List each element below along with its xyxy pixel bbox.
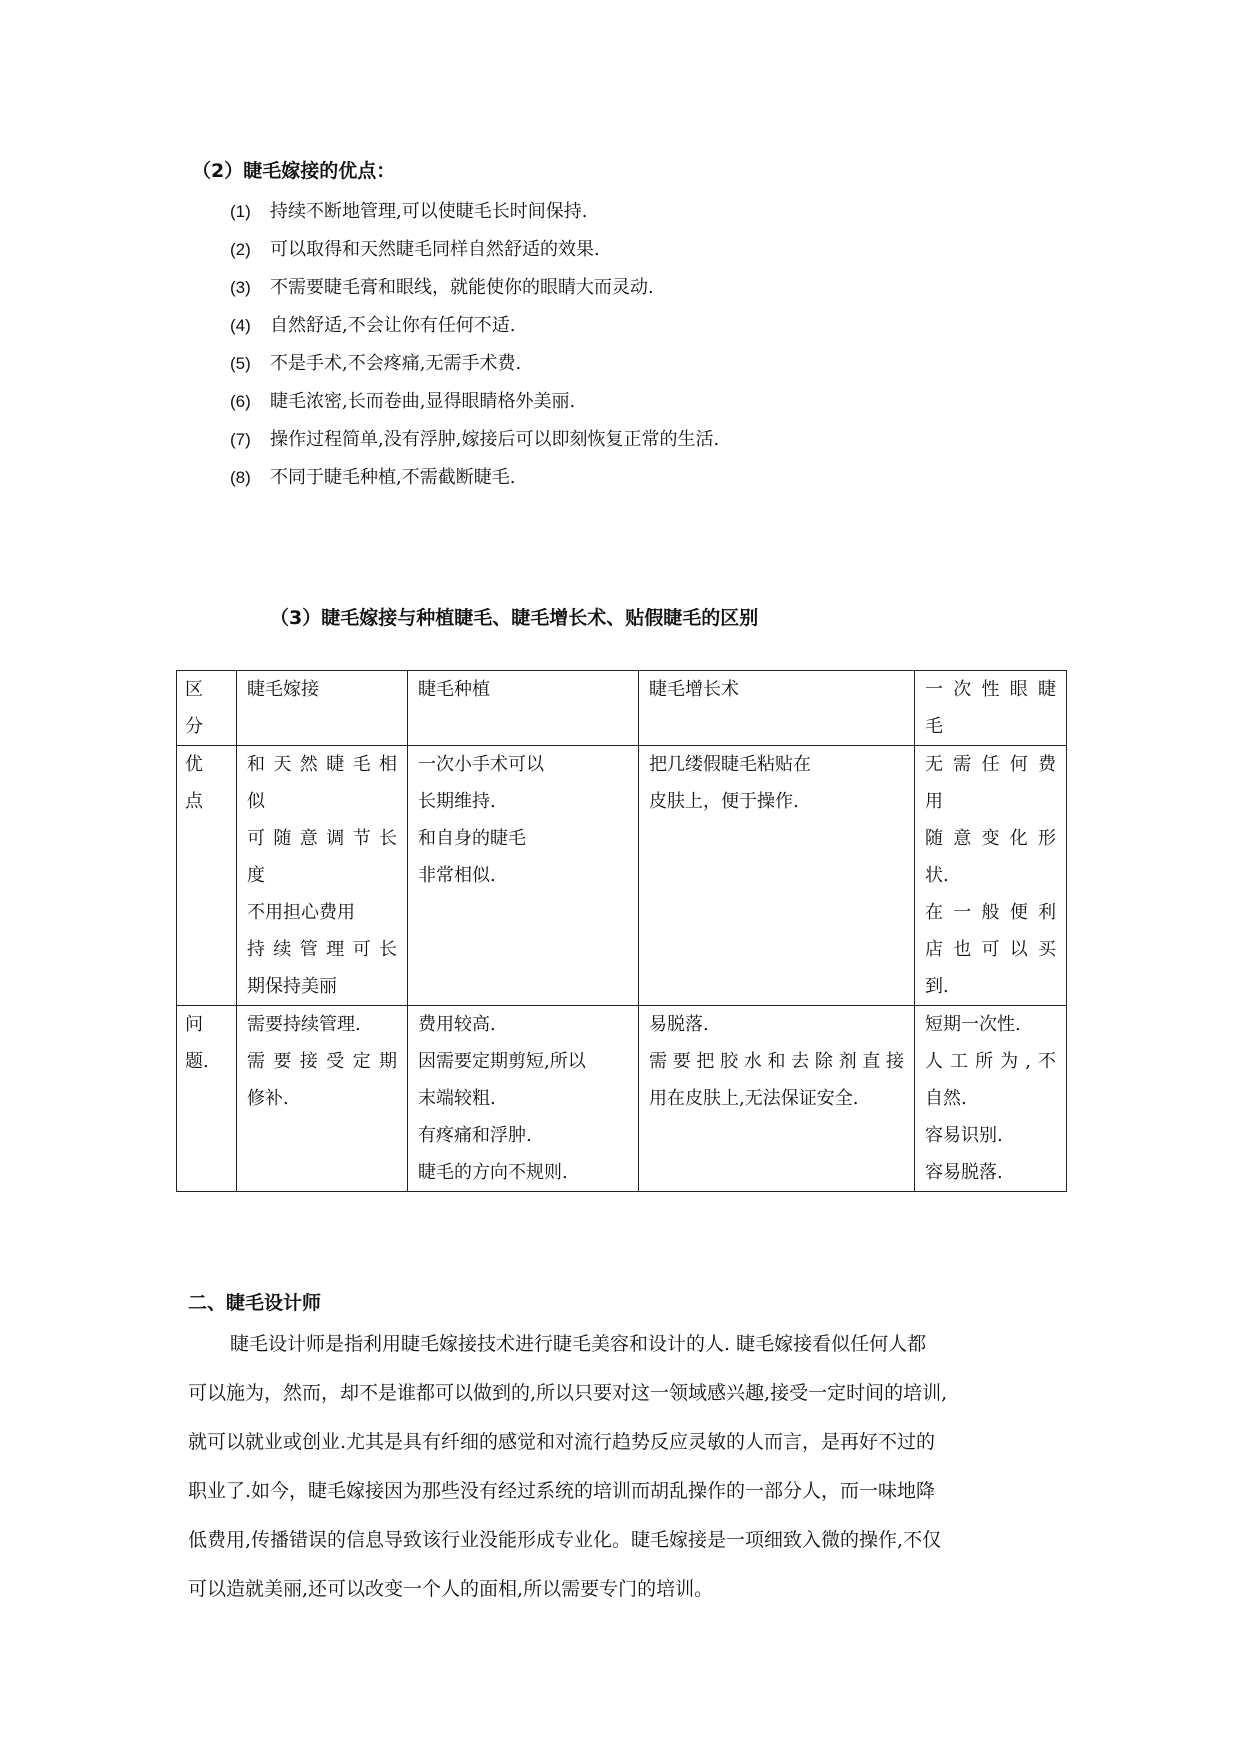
table-row-problems	[177, 1006, 1067, 1192]
cell-line: 状.	[925, 865, 949, 886]
cell-line: 一次小手术可以	[418, 754, 544, 775]
header-cell-grafting	[237, 671, 408, 746]
cell-line: 在一般便利	[925, 902, 1056, 923]
header-cell-disposable	[915, 671, 1067, 746]
designer-paragraph	[188, 1320, 1048, 1614]
cell-line: 点	[185, 791, 203, 812]
paragraph-line: 可以造就美丽,还可以改变一个人的面相,所以需要专门的培训。	[188, 1578, 714, 1600]
item-number: (7)	[230, 430, 251, 449]
paragraph-line: 可以施为，然而，却不是谁都可以做到的,所以只要对这一领域感兴趣,接受一定时间的培训,	[188, 1382, 948, 1404]
cell-line: 因需要定期剪短,所以	[418, 1051, 586, 1072]
list-item	[230, 421, 719, 459]
cell-line: 自然.	[925, 1088, 967, 1109]
cell-line: 度	[247, 865, 265, 886]
header-cell-growth	[639, 671, 915, 746]
cell-line: 修补.	[247, 1088, 289, 1109]
item-text: 不同于睫毛种植,不需截断睫毛.	[270, 467, 516, 488]
cell-line: 可随意调节长	[247, 828, 397, 849]
cell-line: 容易脱落.	[925, 1162, 1003, 1183]
cell-line: 需要接受定期	[247, 1051, 397, 1072]
cell-line: 易脱落.	[649, 1014, 709, 1035]
list-item	[230, 459, 719, 497]
cell-line: 不用担心费用	[247, 902, 355, 923]
list-item	[230, 383, 719, 421]
paragraph-line: 睫毛设计师是指利用睫毛嫁接技术进行睫毛美容和设计的人. 睫毛嫁接看似任何人都	[230, 1333, 927, 1355]
list-item	[230, 345, 719, 383]
cell-line: 和天然睫毛相	[247, 754, 397, 775]
item-text: 可以取得和天然睫毛同样自然舒适的效果.	[270, 239, 600, 260]
paragraph-line: 职业了.如今，睫毛嫁接因为那些没有经过系统的培训而胡乱操作的一部分人，而一味地降	[188, 1480, 936, 1502]
item-text: 持续不断地管理,可以使睫毛长时间保持.	[270, 201, 588, 222]
item-number: (4)	[230, 316, 251, 335]
table-cell	[237, 746, 408, 1006]
cell-line: 随意变化形	[925, 828, 1056, 849]
table-cell	[915, 746, 1067, 1006]
cell-line: 区	[185, 679, 203, 700]
table-cell	[639, 1006, 915, 1192]
item-number: (2)	[230, 240, 251, 259]
item-number: (1)	[230, 202, 251, 221]
header-cell-category	[177, 671, 237, 746]
cell-line: 优	[185, 754, 203, 775]
cell-line: 和自身的睫毛	[418, 828, 526, 849]
cell-line: 分	[185, 716, 203, 737]
header-cell-planting	[408, 671, 639, 746]
item-number: (6)	[230, 392, 251, 411]
cell-line: 皮肤上，便于操作.	[649, 791, 799, 812]
cell-line: 用	[925, 791, 943, 812]
list-item	[230, 269, 719, 307]
cell-line: 似	[247, 791, 265, 812]
cell-line: 问	[185, 1014, 203, 1035]
cell-line: 睫毛的方向不规则.	[418, 1162, 568, 1183]
advantages-heading: （2）睫毛嫁接的优点：	[192, 160, 396, 182]
row-label-advantages	[177, 746, 237, 1006]
item-text: 不需要睫毛膏和眼线，就能使你的眼睛大而灵动.	[270, 277, 654, 298]
table-cell	[915, 1006, 1067, 1192]
cell-line: 题.	[185, 1051, 209, 1072]
item-number: (3)	[230, 278, 251, 297]
item-text: 睫毛浓密,长而卷曲,显得眼睛格外美丽.	[270, 391, 576, 412]
cell-line: 用在皮肤上,无法保证安全.	[649, 1088, 859, 1109]
table-cell	[237, 1006, 408, 1192]
item-number: (8)	[230, 468, 251, 487]
cell-line: 费用较高.	[418, 1014, 496, 1035]
cell-line: 需要把胶水和去除剂直接	[649, 1051, 904, 1072]
cell-line: 末端较粗.	[418, 1088, 496, 1109]
cell-line: 期保持美丽	[247, 976, 337, 997]
table-cell	[639, 746, 915, 1006]
comparison-heading: （3）睫毛嫁接与种植睫毛、睫毛增长术、贴假睫毛的区别	[270, 607, 759, 629]
comparison-table	[176, 670, 1067, 1192]
cell-line: 睫毛嫁接	[247, 679, 319, 700]
cell-line: 非常相似.	[418, 865, 496, 886]
cell-line: 需要持续管理.	[247, 1014, 361, 1035]
cell-line: 店也可以买	[925, 939, 1056, 960]
table-cell	[408, 1006, 639, 1192]
item-number: (5)	[230, 354, 251, 373]
cell-line: 睫毛增长术	[649, 679, 739, 700]
list-item	[230, 193, 719, 231]
cell-line: 长期维持.	[418, 791, 496, 812]
cell-line: 到.	[925, 976, 949, 997]
list-item	[230, 231, 719, 269]
cell-line: 容易识别.	[925, 1125, 1003, 1146]
cell-line: 把几缕假睫毛粘贴在	[649, 754, 811, 775]
cell-line: 毛	[925, 716, 943, 737]
table-cell	[408, 746, 639, 1006]
designer-heading: 二、睫毛设计师	[188, 1292, 322, 1314]
cell-line: 睫毛种植	[418, 679, 490, 700]
cell-line: 短期一次性.	[925, 1014, 1021, 1035]
cell-line: 持续管理可长	[247, 939, 397, 960]
list-item	[230, 307, 719, 345]
paragraph-line: 低费用,传播错误的信息导致该行业没能形成专业化。睫毛嫁接是一项细致入微的操作,不仅	[188, 1529, 942, 1551]
cell-line: 人工所为,不	[925, 1051, 1056, 1072]
paragraph-line: 就可以就业或创业.尤其是具有纤细的感觉和对流行趋势反应灵敏的人而言，是再好不过的	[188, 1431, 936, 1453]
item-text: 不是手术,不会疼痛,无需手术费.	[270, 353, 522, 374]
advantages-list	[230, 193, 719, 497]
cell-line: 无需任何费	[925, 754, 1056, 775]
item-text: 自然舒适,不会让你有任何不适.	[270, 315, 516, 336]
cell-line: 有疼痛和浮肿.	[418, 1125, 532, 1146]
row-label-problems	[177, 1006, 237, 1192]
cell-line: 一次性眼睫	[925, 679, 1056, 700]
table-row-advantages	[177, 746, 1067, 1006]
table-header-row	[177, 671, 1067, 746]
item-text: 操作过程简单,没有浮肿,嫁接后可以即刻恢复正常的生活.	[270, 429, 720, 450]
